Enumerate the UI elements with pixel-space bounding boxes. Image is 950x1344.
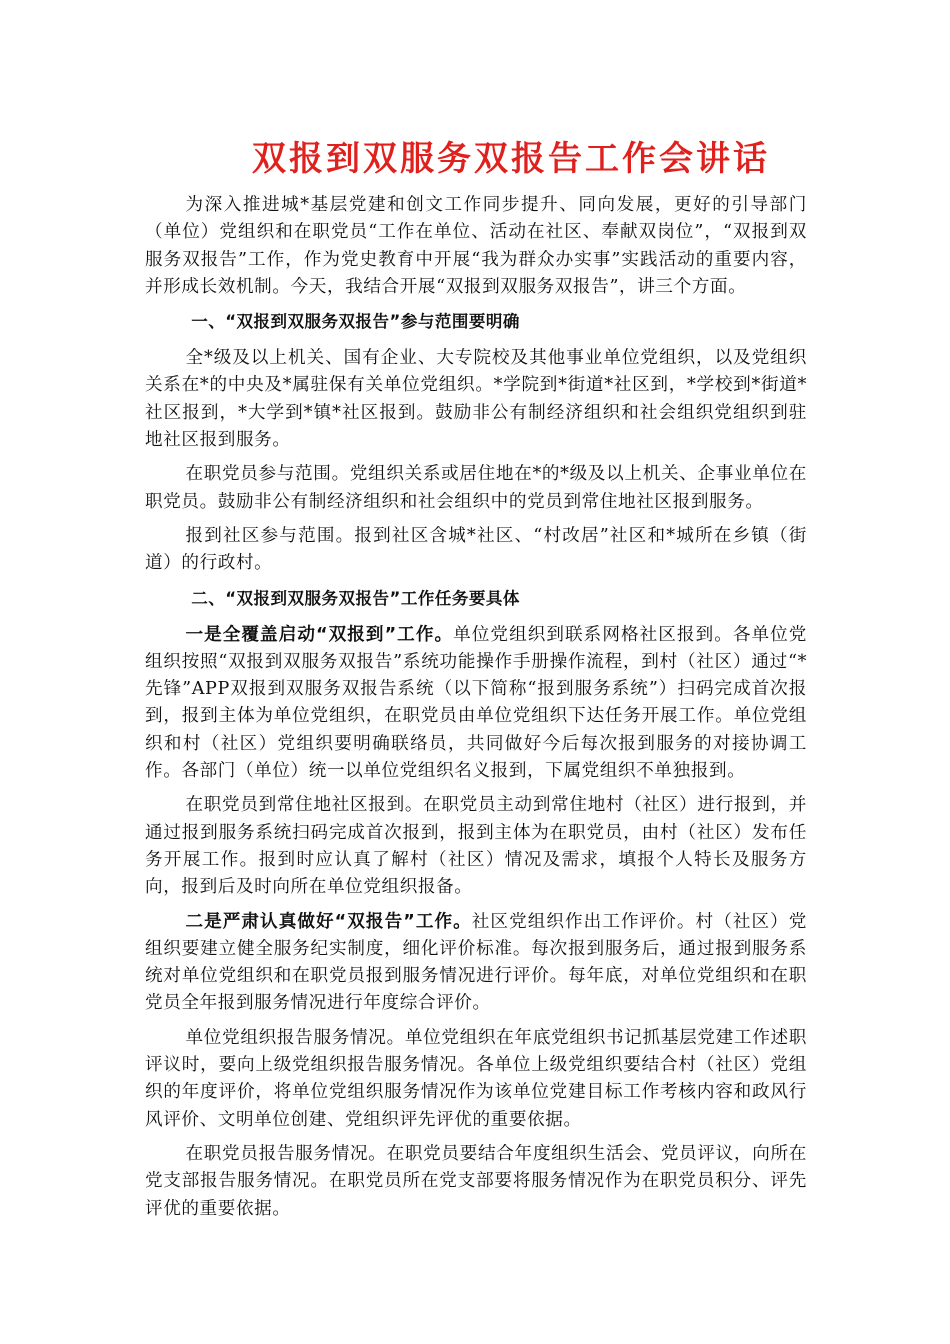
section-2-paragraph-2: 在职党员到常住地社区报到。在职党员主动到常住地村（社区）进行报到，并通过报到服务系统扫码完成首次报到，报到主体为在职党员，由村（社区）发布任务开展工作。报到时应认真了解村（社区）情况及需求，填报个人特长及服务方向，报到后及时向所在单位党组织报备。	[145, 795, 807, 898]
section-2-paragraph-3-lead: 二是严肃认真做好“双报告”工作。	[185, 911, 472, 932]
section-1-heading: 一、“双报到双服务双报告”参与范围要明确	[191, 312, 520, 332]
section-1-paragraph-1: 全*级及以上机关、国有企业、大专院校及其他事业单位党组织，以及党组织关系在*的中央及*属驻保有关单位党组织。*学院到*街道*社区到，*学校到*街道*社区报到，*大学到*镇*社区报到。鼓励非公有制经济组织和社会组织党组织到驻地社区报到服务。	[145, 348, 807, 451]
section-1-paragraph-2: 在职党员参与范围。党组织关系或居住地在*的*级及以上机关、企事业单位在职党员。鼓励非公有制经济组织和社会组织中的党员到常住地社区报到服务。	[145, 464, 807, 512]
section-2-paragraph-1	[145, 622, 807, 786]
section-1-paragraph-3: 报到社区参与范围。报到社区含城*社区、“村改居”社区和*城所在乡镇（街道）的行政村。	[145, 525, 807, 574]
section-2-paragraph-3	[145, 909, 807, 1018]
section-2-paragraph-1-lead: 一是全覆盖启动“双报到”工作。	[185, 624, 454, 645]
document-page	[145, 136, 807, 1230]
document-title: 双报到双服务双报告工作会讲话	[252, 139, 770, 179]
section-2-paragraph-3-text: 社区党组织作出工作评价。村（社区）党组织要建立健全服务纪实制度，细化评价标准。每次报到服务后，通过报到服务系统对单位党组织和在职党员报到服务情况进行评价。每年底，对单位党组织和在职党员全年报到服务情况进行年度综合评价。	[145, 911, 807, 1014]
section-2-paragraph-1-text: 单位党组织到联系网格社区报到。各单位党组织按照“双报到双服务双报告”系统功能操作手册操作流程，到村（社区）通过“*先锋”APP双报到双服务双报告系统（以下简称“报到服务系统”）扫码完成首次报到，报到主体为单位党组织，在职党员由单位党组织下达任务开展工作。单位党组织和村（社区）党组织要明确联络员，共同做好今后每次报到服务的对接协调工作。各部门（单位）统一以单位党组织名义报到，下属党组织不单独报到。	[145, 624, 807, 782]
section-2-paragraph-5: 在职党员报告服务情况。在职党员要结合年度组织生活会、党员评议，向所在党支部报告服务情况。在职党员所在党支部要将服务情况作为在职党员积分、评先评优的重要依据。	[145, 1143, 807, 1219]
section-2-heading: 二、“双报到双服务双报告”工作任务要具体	[191, 588, 520, 608]
intro-paragraph: 为深入推进城*基层党建和创文工作同步提升、同向发展，更好的引导部门（单位）党组织和在职党员“工作在单位、活动在社区、奉献双岗位”，“双报到双服务双报告”工作，作为党史教育中开展“我为群众办实事”实践活动的重要内容，并形成长效机制。今天，我结合开展“双报到双服务双报告”，讲三个方面。	[145, 195, 807, 297]
section-2-paragraph-4: 单位党组织报告服务情况。单位党组织在年底党组织书记抓基层党建工作述职评议时，要向上级党组织报告服务情况。各单位上级党组织要结合村（社区）党组织的年度评价，将单位党组织服务情况作为该单位党建目标工作考核内容和政风行风评价、文明单位创建、党组织评先评优的重要依据。	[145, 1027, 807, 1130]
